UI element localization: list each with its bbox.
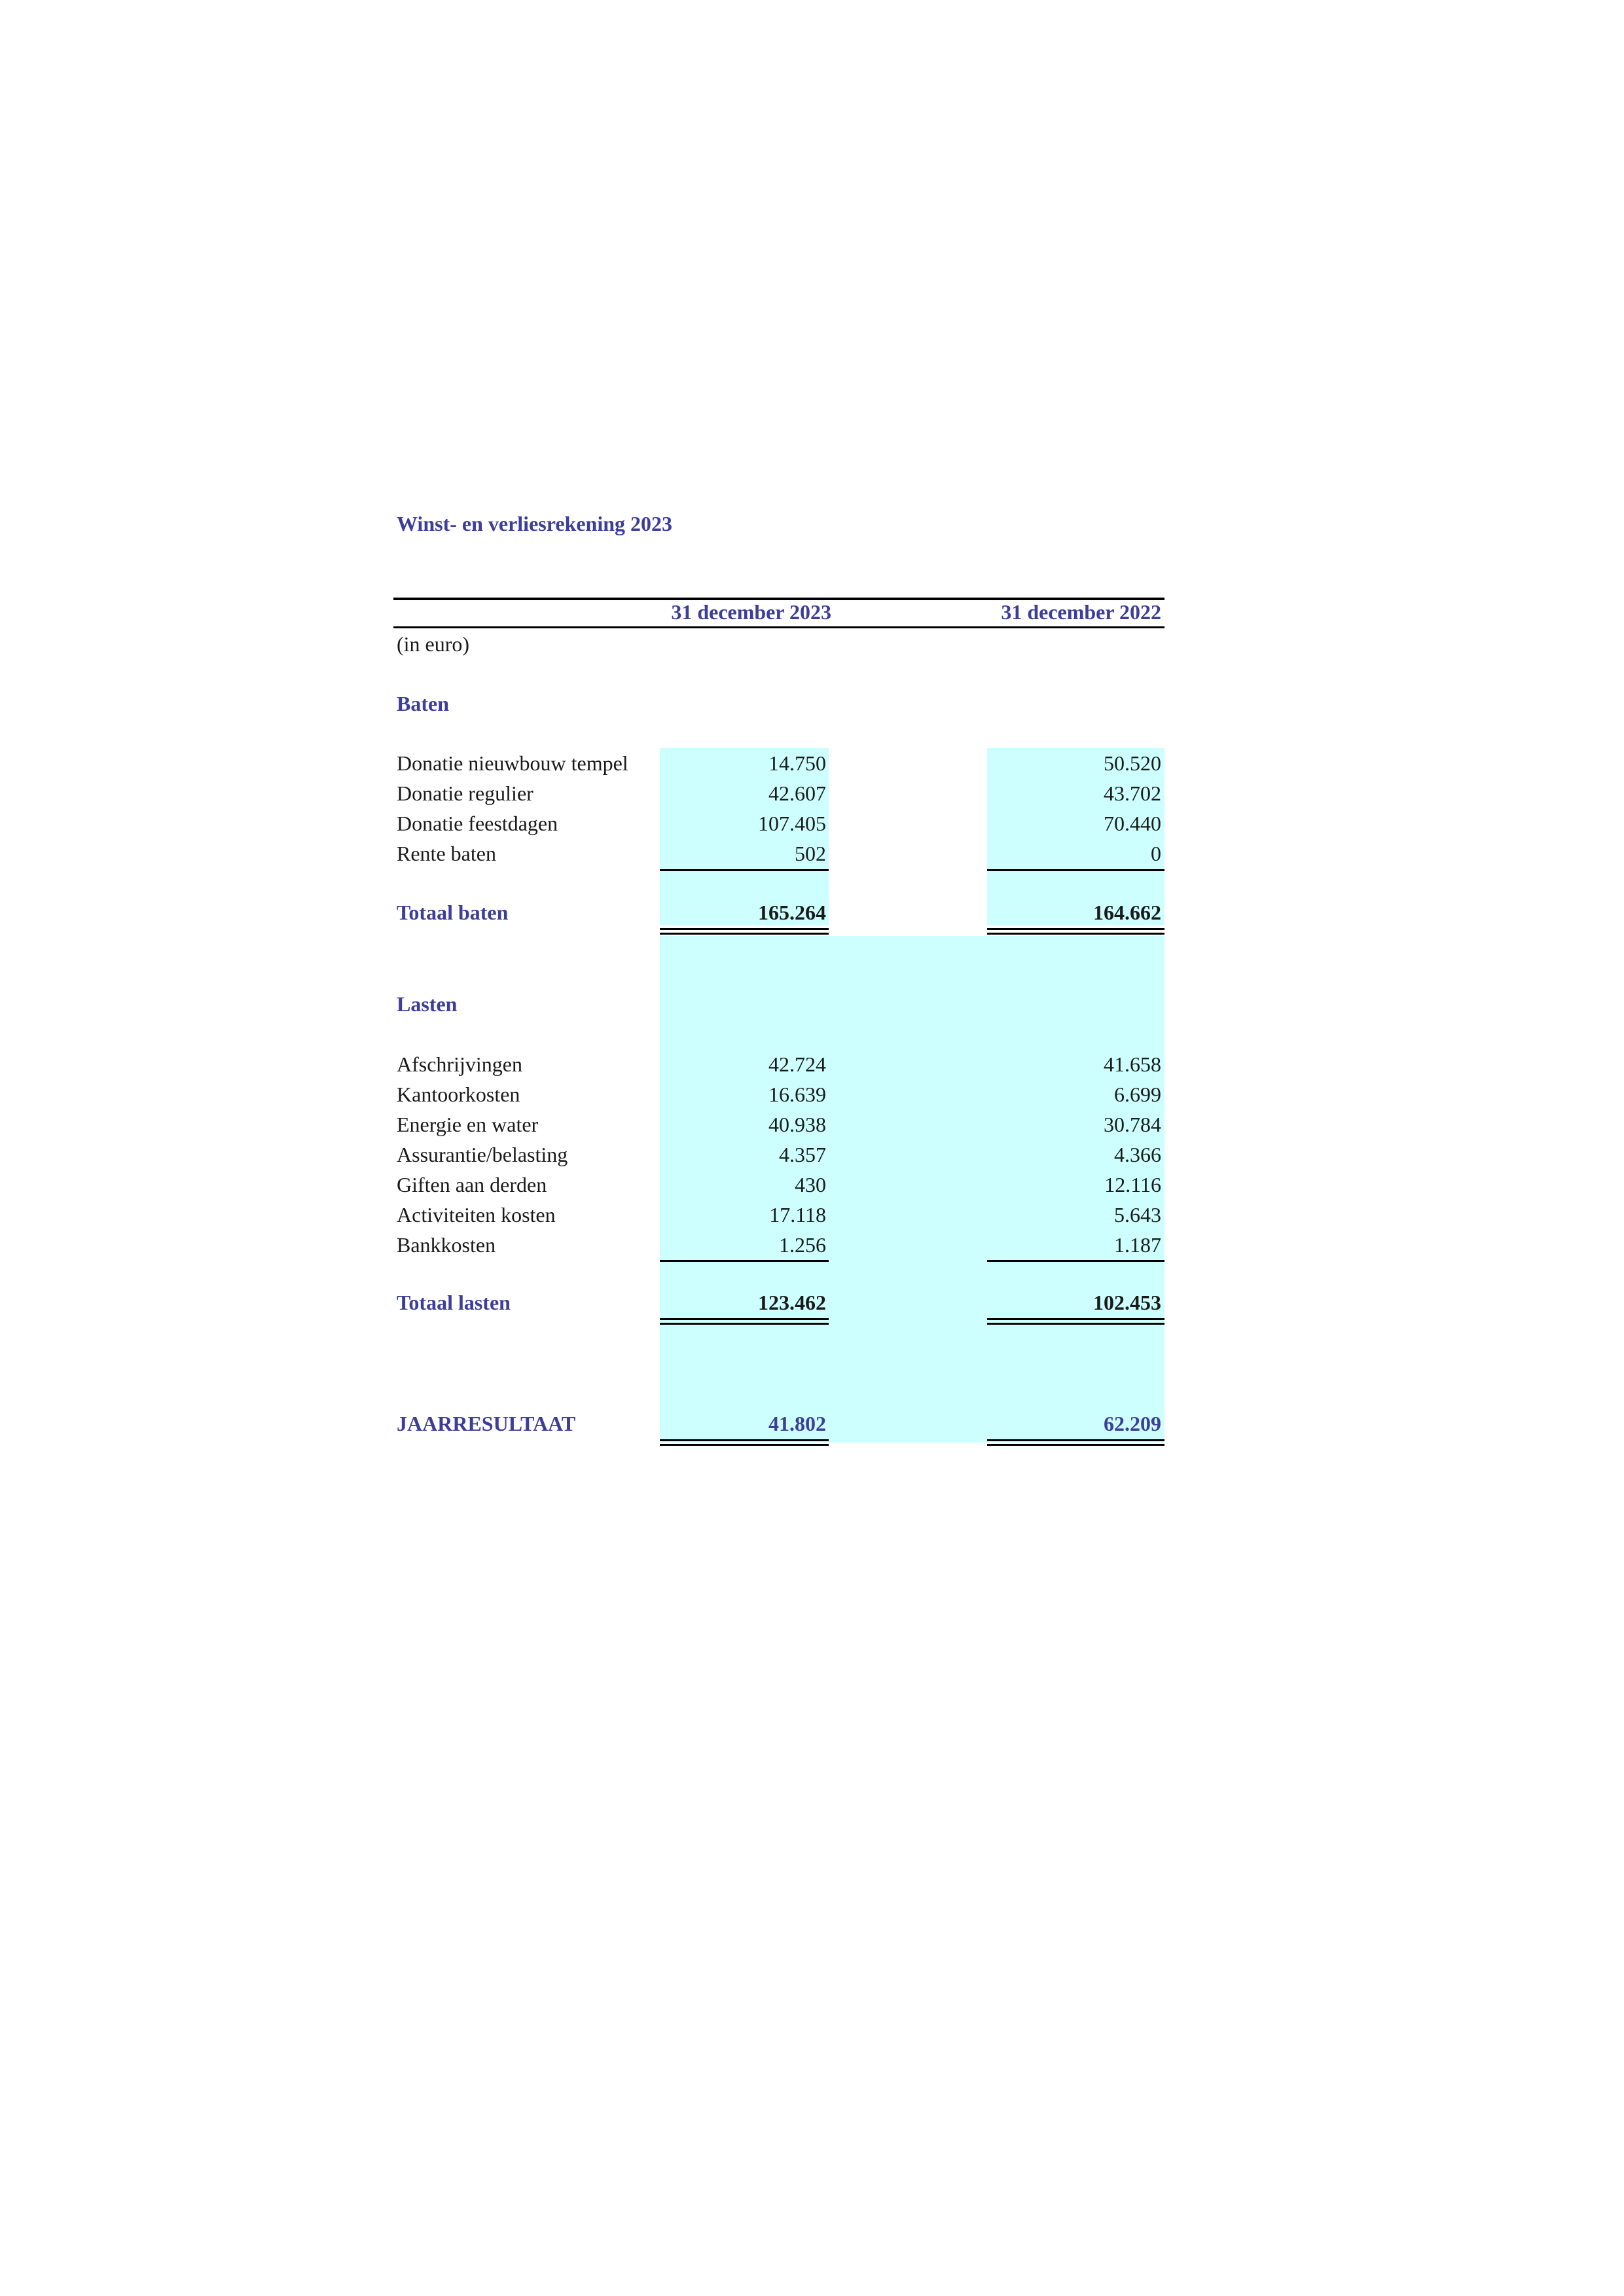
- subtotal-rule-lasten-2023: [660, 1260, 829, 1262]
- section-heading-baten: Baten: [397, 692, 449, 715]
- value-2023: 42.607: [768, 781, 826, 805]
- highlight-bridge: [829, 936, 987, 1443]
- value-2022: 1.187: [1114, 1233, 1161, 1257]
- value-2022: 5.643: [1114, 1203, 1161, 1227]
- section-heading-lasten: Lasten: [397, 992, 458, 1016]
- double-rule-lasten-2022-b: [987, 1323, 1164, 1325]
- total-2023: 123.462: [758, 1291, 826, 1314]
- row-label: Activiteiten kosten: [397, 1203, 556, 1227]
- subtotal-rule-2023: [660, 869, 829, 871]
- row-label: Bankkosten: [397, 1233, 496, 1257]
- value-2022: 50.520: [1104, 751, 1161, 775]
- page-title: Winst- en verliesrekening 2023: [397, 512, 673, 535]
- value-2023: 40.938: [768, 1113, 826, 1136]
- value-2022: 0: [1151, 842, 1161, 865]
- result-2023: 41.802: [768, 1412, 826, 1435]
- double-rule-lasten-2023-b: [660, 1323, 829, 1325]
- result-label: JAARRESULTAAT: [397, 1412, 576, 1435]
- value-2022: 43.702: [1104, 781, 1161, 805]
- row-label: Giften aan derden: [397, 1173, 547, 1196]
- double-rule-result-2023-a: [660, 1439, 829, 1441]
- column-header-2023: 31 december 2023: [671, 600, 831, 624]
- value-2022: 12.116: [1104, 1173, 1161, 1196]
- double-rule-result-2023-b: [660, 1444, 829, 1446]
- row-label: Rente baten: [397, 842, 496, 865]
- value-2022: 4.366: [1114, 1143, 1161, 1166]
- unit-note: (in euro): [397, 632, 470, 656]
- result-2022: 62.209: [1104, 1412, 1161, 1435]
- value-2022: 30.784: [1104, 1113, 1161, 1136]
- double-rule-lasten-2022-a: [987, 1318, 1164, 1320]
- value-2023: 502: [795, 842, 826, 865]
- row-label: Donatie nieuwbouw tempel: [397, 751, 628, 775]
- double-rule-2023-b: [660, 933, 829, 935]
- double-rule-2023-a: [660, 928, 829, 930]
- total-label: Totaal lasten: [397, 1291, 511, 1314]
- value-2022: 41.658: [1104, 1052, 1161, 1076]
- total-2022: 164.662: [1093, 901, 1161, 924]
- value-2023: 4.357: [779, 1143, 826, 1166]
- subtotal-rule-2022: [987, 869, 1164, 871]
- row-label: Afschrijvingen: [397, 1052, 522, 1076]
- value-2023: 430: [795, 1173, 826, 1196]
- row-label: Donatie regulier: [397, 781, 533, 805]
- row-label: Donatie feestdagen: [397, 812, 558, 835]
- total-label: Totaal baten: [397, 901, 509, 924]
- double-rule-2022-a: [987, 928, 1164, 930]
- total-2023: 165.264: [758, 901, 826, 924]
- value-2023: 17.118: [769, 1203, 826, 1227]
- row-label: Kantoorkosten: [397, 1083, 520, 1106]
- row-label: Assurantie/belasting: [397, 1143, 568, 1166]
- value-2023: 107.405: [758, 812, 826, 835]
- value-2022: 70.440: [1104, 812, 1161, 835]
- total-2022: 102.453: [1093, 1291, 1161, 1314]
- column-header-2022: 31 december 2022: [1001, 600, 1161, 624]
- value-2023: 1.256: [779, 1233, 826, 1257]
- header-bottom-rule: [393, 626, 1164, 628]
- double-rule-2022-b: [987, 933, 1164, 935]
- value-2023: 42.724: [768, 1052, 826, 1076]
- value-2023: 16.639: [768, 1083, 826, 1106]
- subtotal-rule-lasten-2022: [987, 1260, 1164, 1262]
- row-label: Energie en water: [397, 1113, 539, 1136]
- value-2022: 6.699: [1114, 1083, 1161, 1106]
- double-rule-result-2022-a: [987, 1439, 1164, 1441]
- double-rule-result-2022-b: [987, 1444, 1164, 1446]
- double-rule-lasten-2023-a: [660, 1318, 829, 1320]
- value-2023: 14.750: [768, 751, 826, 775]
